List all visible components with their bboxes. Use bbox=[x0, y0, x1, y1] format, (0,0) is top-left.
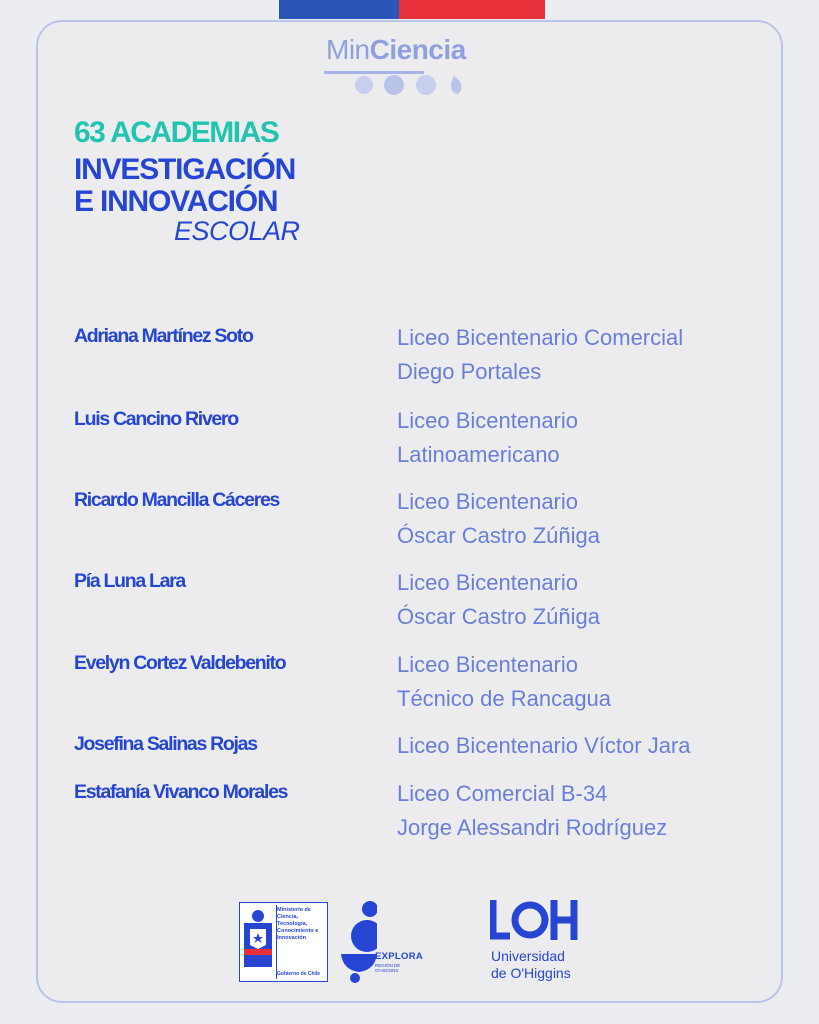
heading-escolar: ESCOLAR bbox=[174, 216, 300, 246]
school-name bbox=[397, 566, 600, 634]
school-line-2: Latinoamericano bbox=[397, 442, 560, 467]
explora-label: EXPLORA bbox=[375, 951, 424, 962]
school-line-2: Jorge Alessandri Rodríguez bbox=[397, 815, 668, 840]
brand-suffix: Ciencia bbox=[369, 34, 466, 65]
uoh-line-2: de O'Higgins bbox=[491, 965, 571, 981]
heading-innovacion: E INNOVACIÓN bbox=[74, 185, 278, 218]
heading-investigacion: INVESTIGACIÓN bbox=[74, 153, 296, 186]
uoh-line-1: Universidad bbox=[491, 948, 565, 964]
school-line-2: Óscar Castro Zúñiga bbox=[397, 604, 600, 629]
person-name: Estafanía Vivanco Morales bbox=[74, 781, 288, 803]
uoh-logo bbox=[490, 896, 600, 986]
person-name: Luis Cancino Rivero bbox=[74, 408, 238, 430]
school-line-1: Liceo Bicentenario bbox=[397, 408, 579, 433]
uoh-mark-icon bbox=[490, 896, 580, 944]
explora-figure-icon bbox=[337, 900, 377, 984]
heading-academias: 63 ACADEMIAS bbox=[74, 116, 279, 149]
brand-wordmark bbox=[326, 34, 466, 66]
person-name: Adriana Martínez Soto bbox=[74, 325, 253, 347]
school-line-1: Liceo Bicentenario Comercial bbox=[397, 325, 684, 350]
flag-stripe-blue bbox=[279, 0, 399, 19]
school-line-1: Liceo Bicentenario Víctor Jara bbox=[397, 733, 691, 758]
person-name: Josefina Salinas Rojas bbox=[74, 733, 257, 755]
school-name bbox=[397, 777, 667, 845]
school-line-2: Técnico de Rancagua bbox=[397, 686, 612, 711]
school-name bbox=[397, 648, 611, 716]
flag-stripe-red bbox=[399, 0, 545, 19]
school-name bbox=[397, 321, 683, 389]
drops-icon bbox=[354, 74, 466, 96]
school-name bbox=[397, 404, 578, 472]
uoh-wordmark bbox=[491, 948, 571, 982]
school-line-1: Liceo Comercial B-34 bbox=[397, 781, 608, 806]
minciencia-logo bbox=[324, 34, 496, 96]
ministry-footer: Gobierno de Chile bbox=[277, 971, 321, 977]
school-line-2: Diego Portales bbox=[397, 359, 542, 384]
school-line-1: Liceo Bicentenario bbox=[397, 652, 579, 677]
person-name: Ricardo Mancilla Cáceres bbox=[74, 489, 280, 511]
person-name: Pía Luna Lara bbox=[74, 570, 185, 592]
school-line-2: Óscar Castro Zúñiga bbox=[397, 523, 600, 548]
person-name: Evelyn Cortez Valdebenito bbox=[74, 652, 286, 674]
school-line-1: Liceo Bicentenario bbox=[397, 570, 579, 595]
ministry-name: Ministerio de Ciencia, Tecnología, Conocimiento e Innovación bbox=[277, 907, 319, 941]
explora-region: REGIÓN DE O'HIGGINS bbox=[375, 963, 401, 973]
school-name bbox=[397, 729, 691, 763]
school-line-1: Liceo Bicentenario bbox=[397, 489, 579, 514]
ministry-logo bbox=[239, 902, 328, 982]
chile-crest-icon bbox=[244, 909, 272, 967]
school-name bbox=[397, 485, 600, 553]
brand-prefix: Min bbox=[326, 34, 370, 65]
explora-logo bbox=[337, 900, 432, 986]
